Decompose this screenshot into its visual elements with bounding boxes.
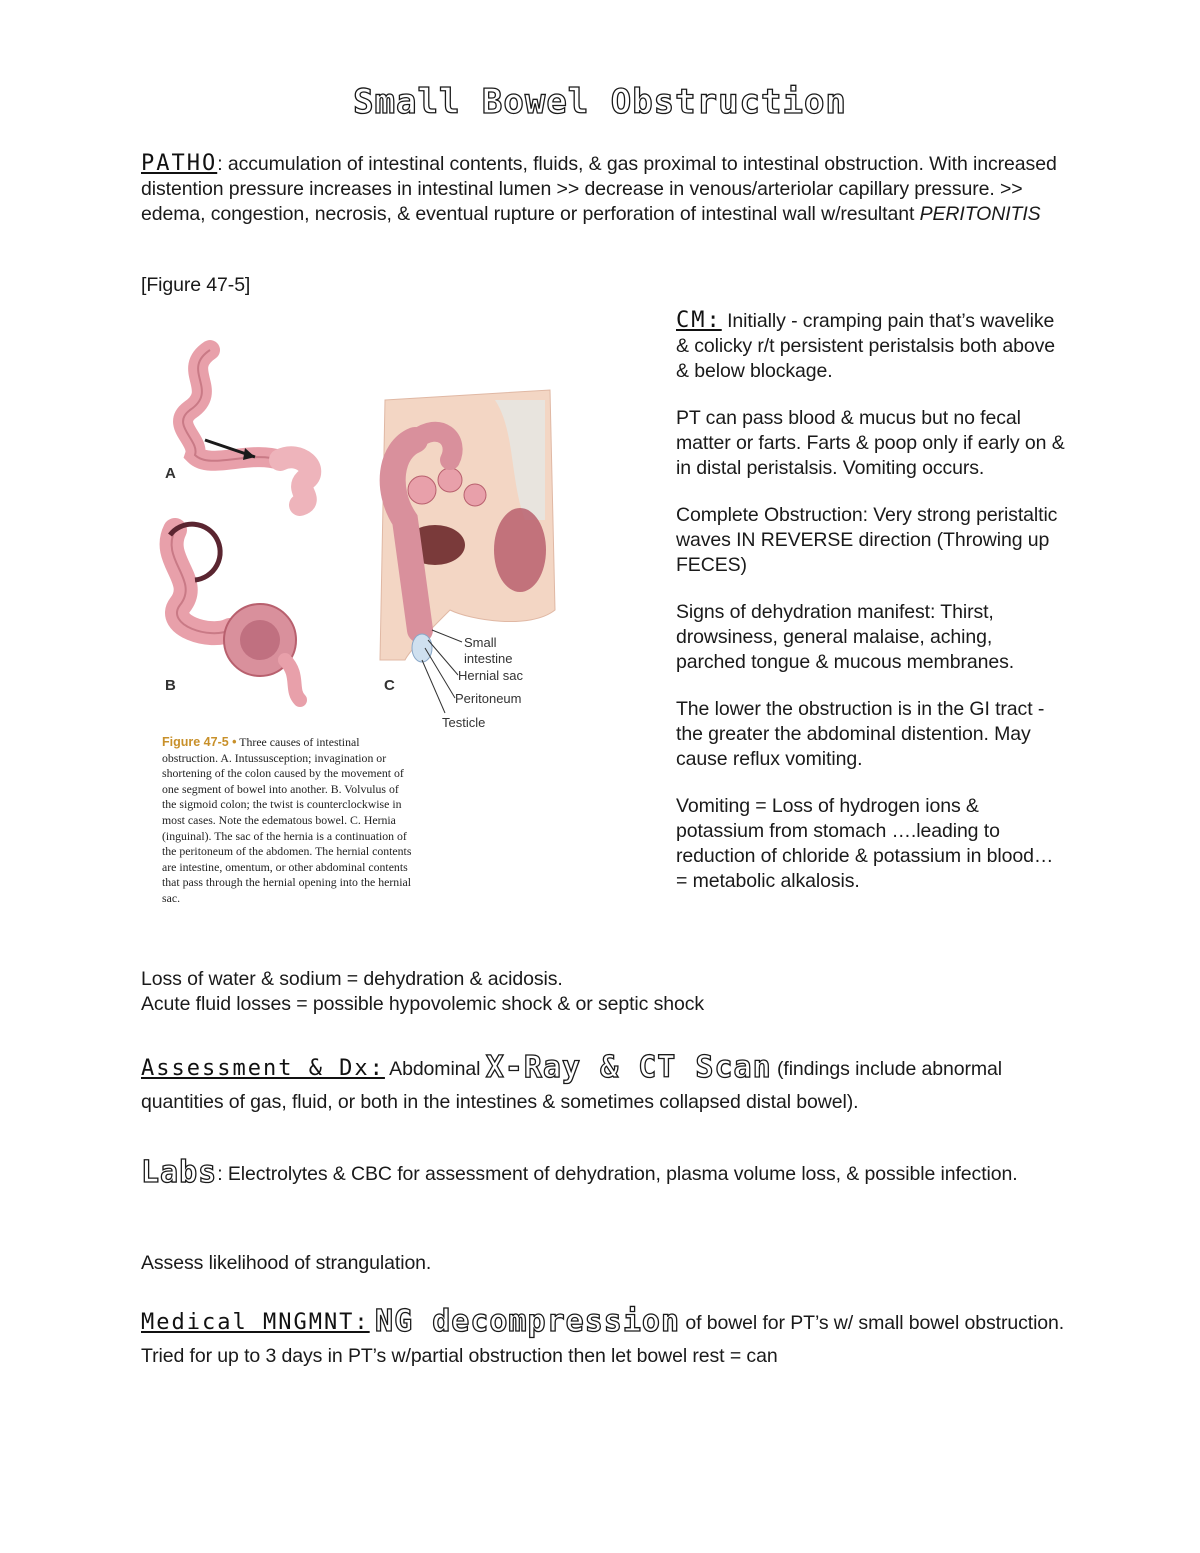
patho-text: : accumulation of intestinal contents, fluids, & gas proximal to intestinal obstruction. With increased distention pressure increases in intestinal lumen >> decrease in venous/arteriolar capillary pressure. >> edema, congestion, necrosis, & eventual rupture or perforation of intestinal wall w/resultant (141, 153, 1057, 225)
label-testicle: Testicle (442, 715, 486, 730)
label-a: A (165, 465, 176, 482)
assessment-label: Assessment & Dx: (141, 1056, 385, 1081)
assessment-post: (findings include abnormal quantities of gas, fluid, or both in the intestines & sometimes collapsed distal bowel). (141, 1058, 1003, 1113)
strangulation-note: Assess likelihood of strangulation. (141, 1252, 432, 1274)
cm-paragraph-3: Complete Obstruction: Very strong peristaltic waves IN REVERSE direction (Throwing up FECES) (676, 504, 1058, 576)
patho-label: PATHO (141, 151, 218, 176)
figure-reference: [Figure 47-5] (141, 274, 251, 296)
cm-section (676, 308, 1066, 916)
cm-p1-text: Initially - cramping pain that’s wavelike & colicky r/t persistent peristalsis both above & below blockage. (676, 310, 1055, 382)
label-hernial-sac: Hernial sac (458, 668, 524, 683)
patho-emphasis: PERITONITIS (919, 203, 1041, 225)
page-title: Small Bowel Obstruction (353, 82, 847, 122)
label-small: Small (464, 635, 497, 650)
fluid-loss-section (141, 967, 1061, 1017)
medical-label: Medical MNGMNT: (141, 1310, 370, 1335)
figure-c-hernia (380, 390, 555, 662)
cm-paragraph-4: Signs of dehydration manifest: Thirst, drowsiness, general malaise, aching, parched tongue & mucous membranes. (676, 601, 1015, 673)
figure-a-intussusception (183, 350, 310, 505)
intestinal-obstruction-figure (150, 330, 570, 730)
cm-label: CM: (676, 308, 722, 333)
figure-caption (162, 735, 412, 907)
cm-paragraph-1 (676, 308, 1066, 384)
medical-fancy: NG decompression (375, 1304, 680, 1339)
cm-paragraph-6: Vomiting = Loss of hydrogen ions & potassium from stomach ….leading to reduction of chloride & potassium in blood… = metabolic alkalosis. (676, 795, 1054, 892)
assessment-section (141, 1052, 1081, 1119)
patho-section (141, 151, 1061, 227)
label-intestine: intestine (464, 651, 513, 666)
assessment-pre: Abdominal (384, 1058, 486, 1080)
assessment-fancy: X-Ray & CT Scan (485, 1050, 772, 1085)
cm-paragraph-5: The lower the obstruction is in the GI tract - the greater the abdominal distention. May cause reflux vomiting. (676, 698, 1045, 770)
loss-line-1: Loss of water & sodium = dehydration & acidosis. (141, 968, 563, 990)
labs-section (141, 1155, 1081, 1191)
label-b: B (165, 677, 176, 694)
labs-text: : Electrolytes & CBC for assessment of dehydration, plasma volume loss, & possible infection. (217, 1163, 1018, 1185)
figure-b-volvulus (170, 524, 300, 700)
label-c: C (384, 677, 395, 694)
medical-management-section (141, 1306, 1081, 1373)
cm-paragraph-2: PT can pass blood & mucus but no fecal matter or farts. Farts & poop only if early on & in distal peristalsis. Vomiting occurs. (676, 407, 1065, 479)
label-peritoneum: Peritoneum (455, 691, 522, 706)
loss-line-2: Acute fluid losses = possible hypovolemic shock & or septic shock (141, 993, 705, 1015)
caption-text: Three causes of intestinal obstruction. A. Intussusception; invagination or shortening of the colon caused by the movement of one segment of bowel into another. B. Volvulus of the sigmoid colon; the twist is counterclockwise in most cases. Note the edematous bowel. C. Hernia (inguinal). The sac of the hernia is a continuation of the peritoneum of the abdomen. The hernial contents are intestine, omentum, or other abdominal contents that pass through the hernial opening into the hernial sac. (162, 735, 412, 905)
caption-head: Figure 47-5 • (162, 735, 237, 749)
labs-label: Labs (141, 1155, 218, 1190)
medical-text: of bowel for PT’s w/ small bowel obstruction. Tried for up to 3 days in PT’s w/partial obstruction then let bowel rest = can (141, 1312, 1065, 1367)
